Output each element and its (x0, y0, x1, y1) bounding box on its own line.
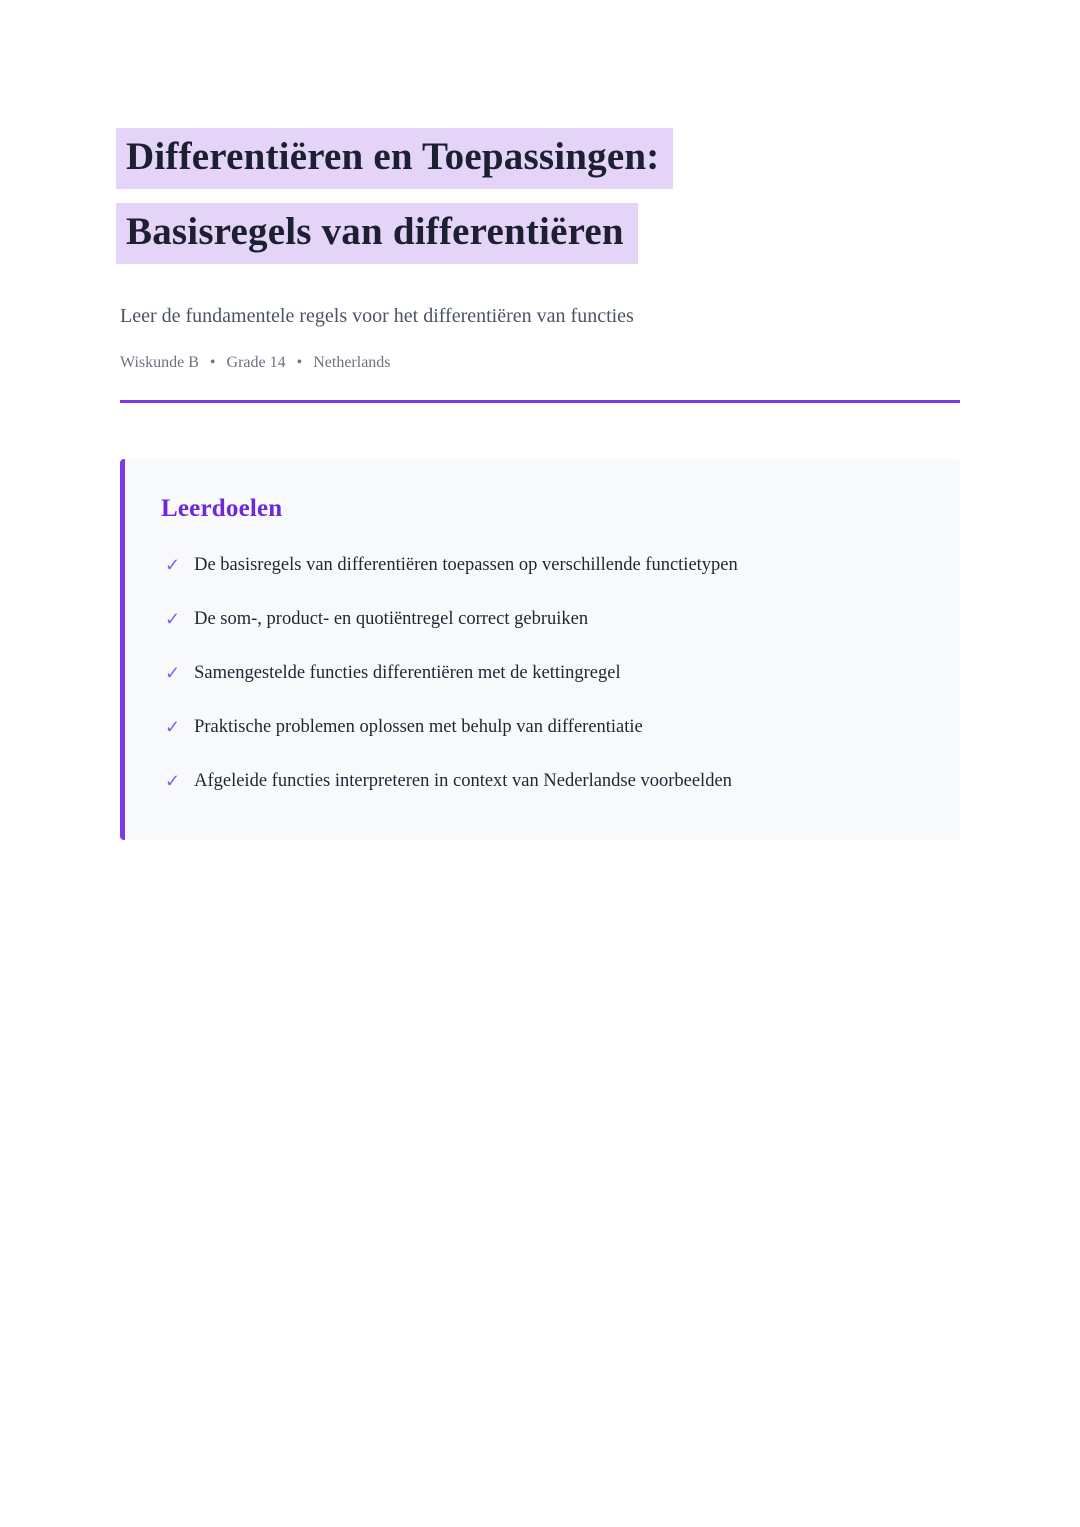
bullet-separator-icon: • (209, 353, 216, 371)
objectives-heading: Leerdoelen (161, 494, 283, 522)
check-icon: ✓ (165, 662, 181, 683)
objective-text: Samengestelde functies differentiëren met de kettingregel (194, 662, 621, 683)
page-title-line-1: Differentiëren en Toepassingen: (116, 128, 673, 189)
page-subtitle: Leer de fundamentele regels voor het differentiëren van functies (120, 304, 634, 327)
meta-country: Netherlands (313, 353, 391, 371)
meta-subject: Wiskunde B (120, 353, 199, 371)
learning-objectives-card (120, 459, 960, 840)
page-title-line-2: Basisregels van differentiëren (116, 203, 638, 264)
meta-grade: Grade 14 (226, 353, 286, 371)
check-icon: ✓ (165, 608, 181, 629)
objective-item (161, 607, 920, 632)
objective-item (161, 715, 920, 740)
objective-item (161, 553, 920, 578)
check-icon: ✓ (165, 716, 181, 737)
objective-text: Afgeleide functies interpreteren in context van Nederlandse voorbeelden (194, 770, 732, 791)
objective-text: De basisregels van differentiëren toepassen op verschillende functietypen (194, 554, 738, 575)
check-icon: ✓ (165, 554, 181, 575)
bullet-separator-icon: • (296, 353, 303, 371)
objectives-list (161, 553, 920, 794)
objective-text: De som-, product- en quotiëntregel correct gebruiken (194, 608, 589, 629)
document-header (120, 128, 960, 403)
objective-item (161, 769, 920, 794)
objective-text: Praktische problemen oplossen met behulp van differentiatie (194, 716, 643, 737)
objective-item (161, 661, 920, 686)
page-title (120, 128, 960, 278)
meta-line (120, 354, 960, 372)
header-divider (120, 400, 960, 403)
check-icon: ✓ (165, 770, 181, 791)
